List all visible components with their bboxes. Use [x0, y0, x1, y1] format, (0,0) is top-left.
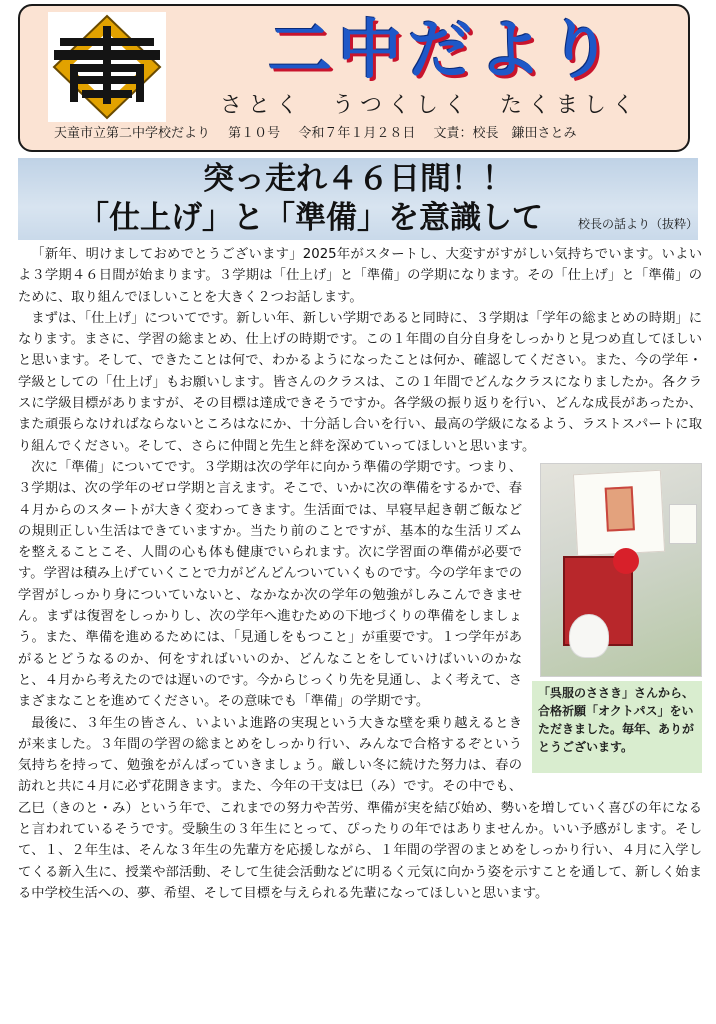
school-motto: さとく うつくしく たくましく — [219, 93, 640, 118]
headline-sub: 「仕上げ」と「準備」を意識して — [78, 200, 543, 236]
headline-source-note: 校長の話より（抜粋） — [577, 217, 698, 231]
photo-snake-figure — [569, 614, 609, 658]
headline-main: 突っ走れ４６日間！！ — [203, 161, 513, 197]
photo-block — [532, 463, 702, 777]
masthead — [18, 4, 690, 152]
paragraph-shiage: まずは、「仕上げ」についてです。新しい年、新しい学期であると同時に、３学期は「学年の総まとめの時期」になります。まさに、学習の総まとめ、仕上げの時期です。この１年間の自分自身をしっかりと見つめ直してほしいと思います。そして、できたことは何で、わかるようになったことは何か、確認してください。また、今の学年・学級としての「仕上げ」もお願いします。皆さんのクラスは、この１年間でどんなクラスになりましたか。各クラスに学級目標がありますが、その目標は達成できそうですか。各学級の振り返りを行い、どんな成長があったか、また頑張らなければならないところはなにか、十分話し合いを行い、最高の学級になるよう、ラストスパートに取り組んでください。そして、さらに仲間と先生と絆を深めていってほしいと思います。 — [18, 310, 702, 454]
issue-number: 第１０号 — [228, 126, 281, 141]
photo-caption: 「呉服のささき」さんから、合格祈願「オクトパス」をいただきました。毎年、ありがとうございます。 — [532, 681, 702, 773]
issue-date: 令和７年１月２８日 — [298, 126, 416, 141]
newsletter-title: 二中だより — [268, 14, 618, 88]
issue-info — [54, 124, 684, 144]
photo-red-ball — [613, 548, 639, 574]
school-emblem-icon — [48, 12, 166, 122]
photo-tag — [669, 504, 697, 544]
paragraph-intro: 「新年、明けましておめでとうございます」2025年がスタートし、大変すがすがしい気持ちでいます。いよいよ３学期４６日間が始まります。３学期は「仕上げ」と「準備」の学期になります。その「仕上げ」と「準備」のために、取り組んでほしいことを大きく２つお話します。 — [18, 247, 702, 305]
school-name: 天童市立第二中学校だより — [54, 126, 211, 141]
headline-banner — [18, 158, 698, 240]
paragraph-junbi: 次に「準備」についてです。３学期は次の学年に向かう準備の学期です。つまり、３学期は、次の学年のゼロ学期と言えます。そこで、いかに次の準備をするかで、春４月からのスタートが大きく変わってきます。生活面では、早寝早起き朝ご飯などの規則正しい生活はできていますか。当たり前のことですが、基本的な生活リズムを整えることこそ、人間の心も体も健康でいられます。次に学習面の準備が必要です。学習は積み上げていくことで力がどんどんついていくものです。今の学年までの学習がしっかり身についていないと、なかなか次の学年の勉強がしみこんできません。まずは復習をしっかりし、次の学年へ進むための下地づくりの準備をしましょう。また、準備を進めるためには、「見通しをもつこと」が重要です。１つ学年があがるとどうなるのか、何をすればいいのか、どんなことをしていけばいいのかなと、４月から考えたのでは遅いのです。今からじっくり先を見通し、よく考えて、さまざまなことを進めてください。その意味でも「準備」の学期です。 — [18, 459, 522, 710]
photo-card — [573, 470, 665, 556]
octopus-gift-photo — [540, 463, 702, 677]
author: 文責：校長 鎌田さとみ — [433, 126, 577, 141]
article-body — [18, 244, 702, 904]
paragraph-closing: 最後に、３年生の皆さん、いよいよ進路の実現という大きな壁を乗り越えるときが来ました。３年間の学習の総まとめをしっかり行い、みんなで合格するぞという気持ちを持って、勉強をがんばっていきましょう。厳しい冬に続けた努力は、春の訪れと共に４月に必ず花開きます。また、今年の干支は巳（み）です。その中でも、乙巳（きのと・み）という年で、これまでの努力や苦労、準備が実を結び始め、勢いを増していく喜びの年になると言われているそうです。受験生の３年生にとって、ぴったりの年ではありませんか。いい予感がします。そして、１、２年生は、そんな３年生の先輩方を応援しながら、１年間の学習のまとめをしっかり行い、４月に入学してくる新入生に、授業や部活動、そして生徒会活動などに明るく元気に向かう姿を示すことを通して、新しく始まる中学校生活への、夢、希望、そして目標を与えられる先輩になってほしいと思います。 — [18, 715, 702, 901]
